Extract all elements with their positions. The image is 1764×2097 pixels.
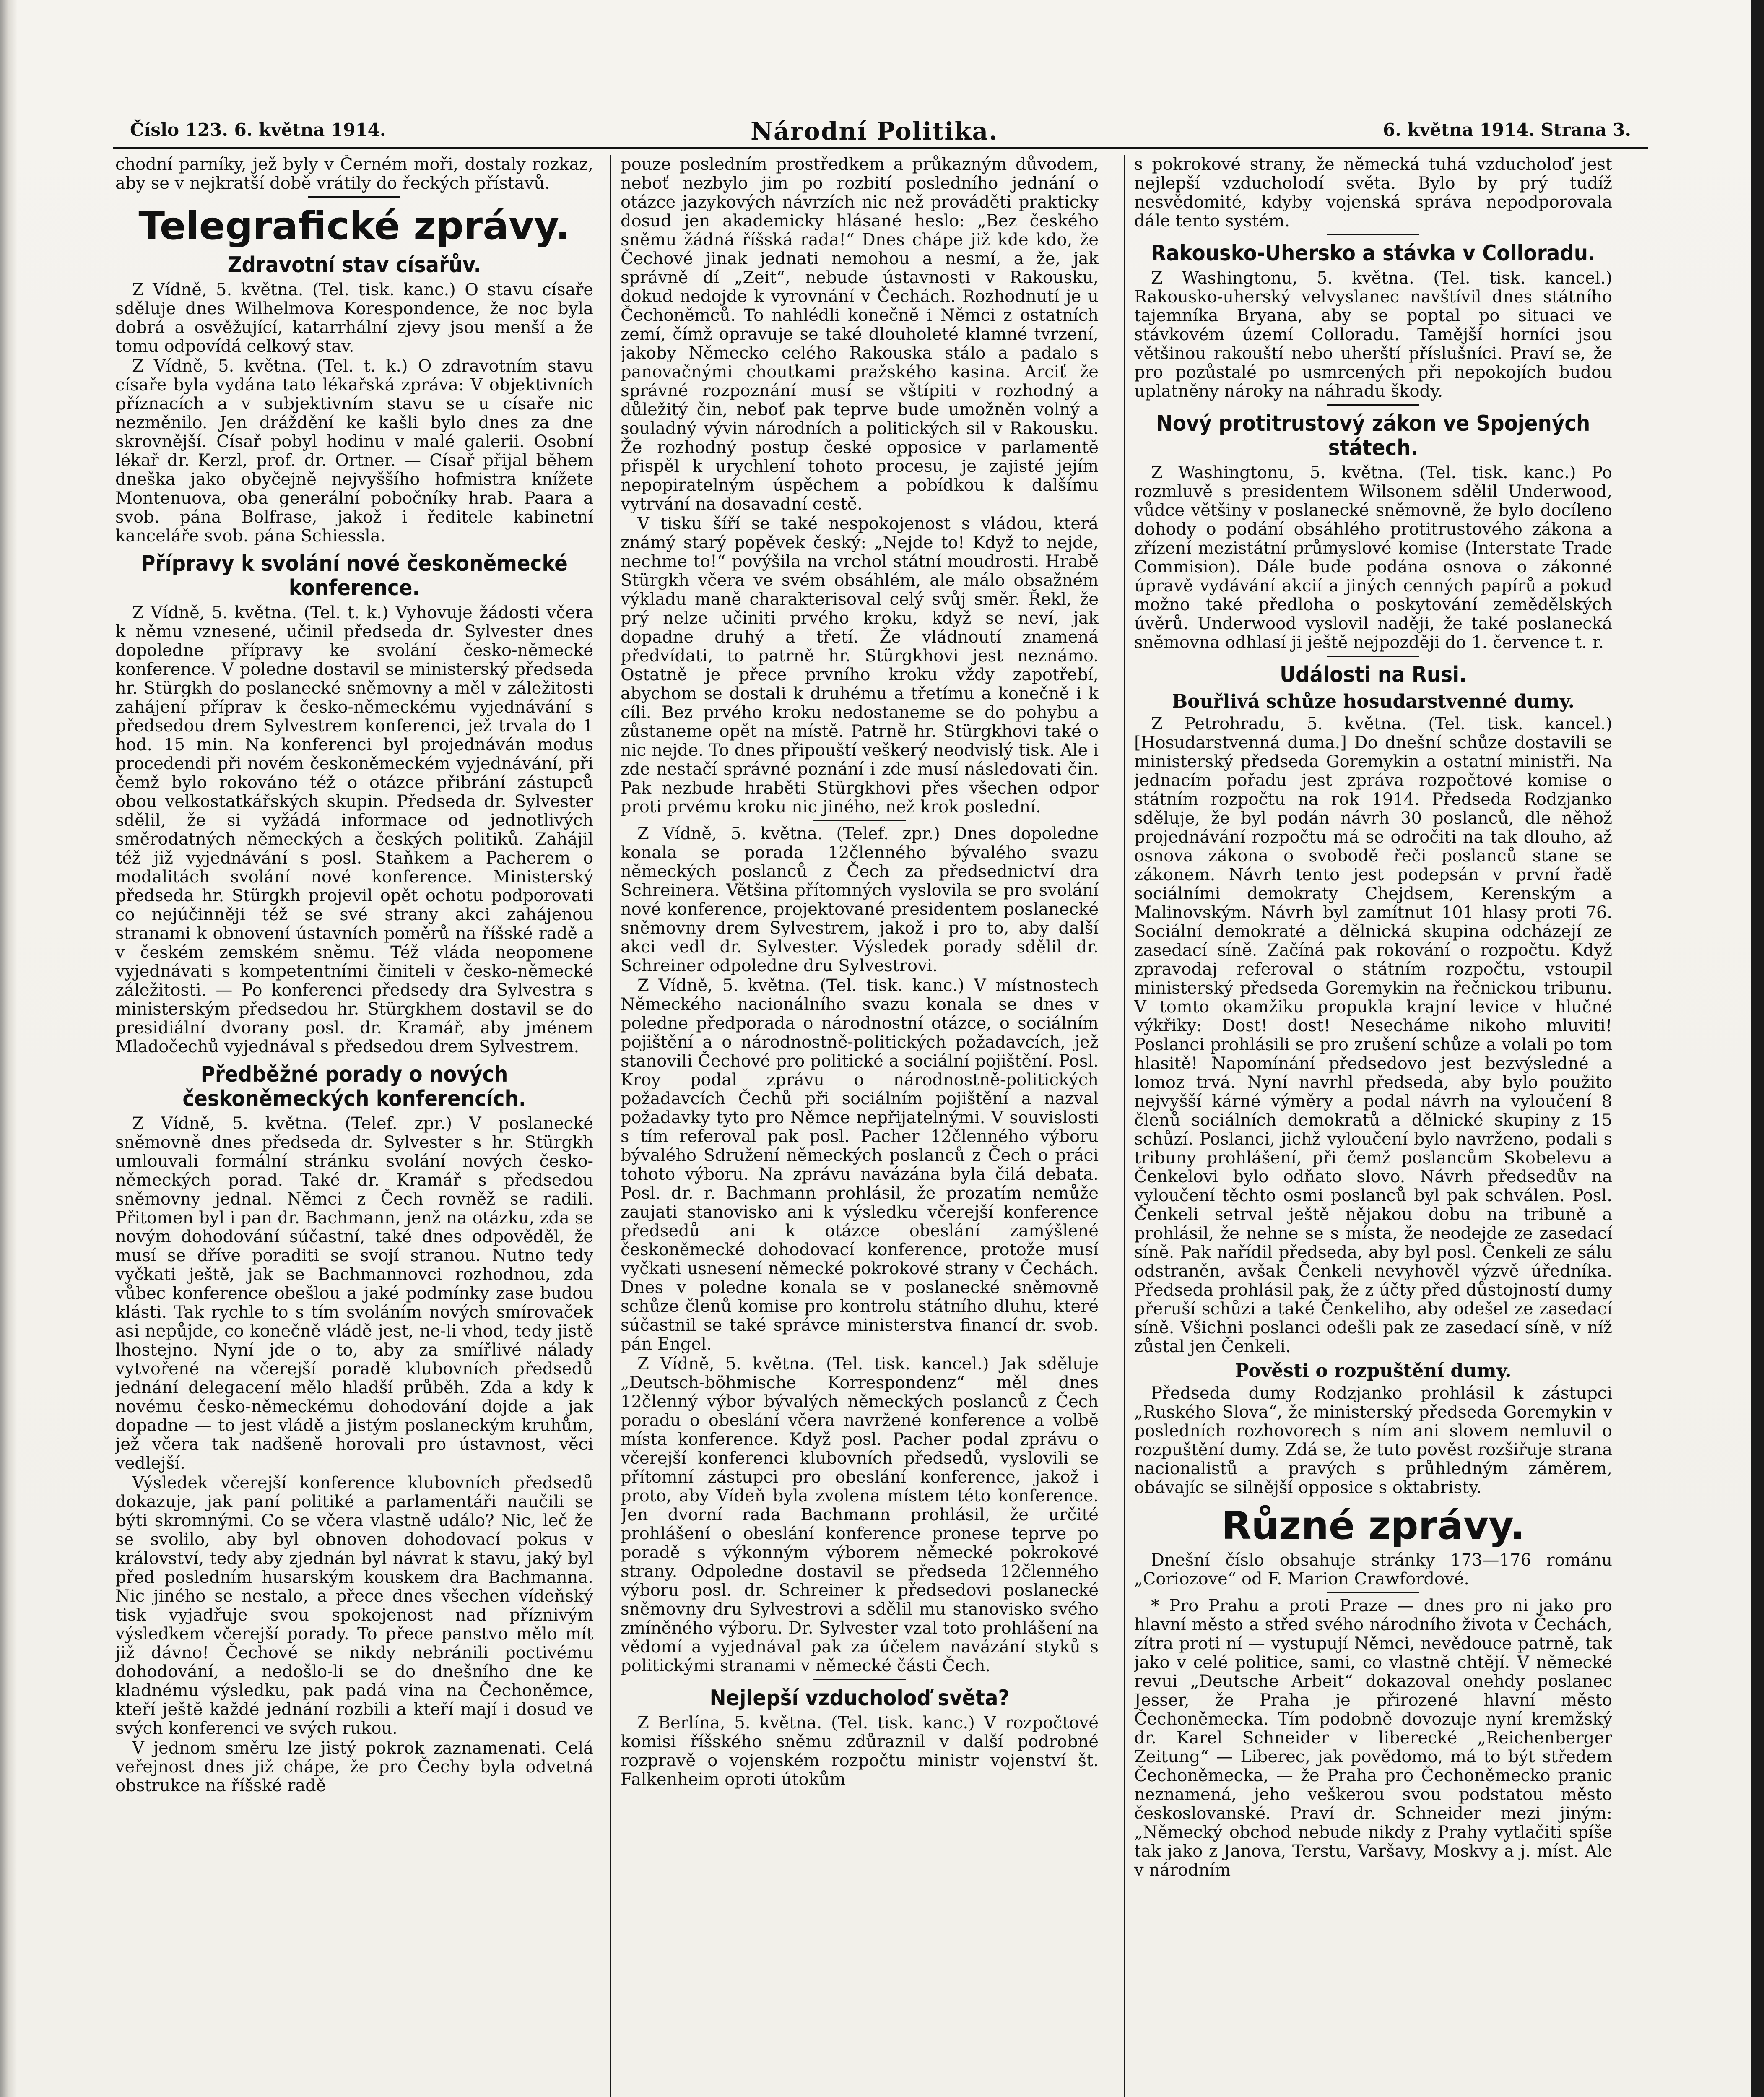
article-paragraph: Z Vídně, 5. května. (Telef. zpr.) Dnes dopoledne konala se porada 12členného bývalého svazu německých poslanců z Čech za předsednictví dra Schreinera. Většina přítomných vyslovila se pro svolání nové konference, projektované presidentem poslanecké sněmovny drem Sylvestrem, jakož i pro to, aby další akci vedl dr. Sylvester. Výsledek porady sdělil dr. Schreiner odpoledne dru Sylvestrovi. <box>621 824 1099 976</box>
article-paragraph: * Pro Prahu a proti Praze — dnes pro ni jako pro hlavní město a střed svého národního života v Čechách, zítra proti ní — vystupují Němci, nevědouce patrně, tak jako v celé politice, sami, co vlastně chtějí. V německé revui „Deutsche Arbeit“ dokazoval onehdy poslanec Jesser, že Praha je přirozené hlavní město Čechoněmecka. Tím podobně dovozuje nyní kremžský dr. Karel Schneider v liberecké „Reichenberger Zeitung“ — Liberec, jak povědomo, má to být středem Čechoněmecka, — že Praha pro Čechoněmecko pranic neznamená, jeho veškerou svou podstatou město českoslovanské. Praví dr. Schneider mezi jiným: „Německý obchod nebude nikdy z Prahy vytlačiti spíše tak jako z Janova, Terstu, Varšavy, Moskvy a j. míst. Ale v národním <box>1134 1596 1612 1880</box>
column-3 <box>1134 155 1612 2097</box>
headline-predbezne-porady: Předběžné porady o nových českoněmeckých konferencích. <box>182 1062 526 1111</box>
binding-shadow-left <box>0 0 17 2097</box>
article-paragraph: Z Petrohradu, 5. května. (Tel. tisk. kancel.) [Hosudarstvenná duma.] Do dnešní schůze dostavili se ministerský předseda Goremykin a ostatní ministři. Na jednacím pořadu jest zpráva rozpočtové komise o státním rozpočtu na rok 1914. Předseda Rodzjanko sděluje, že byl podán návrh 30 poslanců, dle něhož projednávání rozpočtu má se odročiti na tak dlouho, až osnova zákona o svobodě řeči poslanců stane se zákonem. Návrh tento jest podepsán v první řadě sociálními demokraty Chejdsem, Kerenským a Malinovským. Návrh byl zamítnut 101 hlasy proti 76. Sociální demokraté a dělnická skupina odcházejí ze zasedací síně. Začíná pak rokování o rozpočtu. Když zpravodaj referoval o státním rozpočtu, vstoupil ministerský předseda Goremykin na řečnickou tribunu. V tomto okamžiku propukla krajní levice v hlučné výkřiky: Dost! dost! Nesecháme nikoho mluviti! Poslanci prohlásili se pro zrušení schůze a volali po tom hlasitě! Napomínání předsedovo jest bezvýsledné a lomoz trvá. Nyní navrhl předseda, aby bylo použito nejvyšší kárné výměry a podal návrh na vyloučení 8 členů sociálních demokratů a dělnické skupiny z 15 schůzí. Poslanci, jichž vyloučení bylo navrženo, podali s tribuny prohlášení, při čemž poslancům Skobelevu a Čenkelovi bylo odňato slovo. Návrh předsedův na vyloučení těchto osmi poslanců byl pak schválen. Posl. Čenkeli setrval ještě nějakou dobu na tribuně a prohlásil, že nehne se s místa, že neodejde ze zasedací síně. Pak nařídil předseda, aby byl posl. Čenkeli ze sálu odstraněn, avšak Čenkeli nevyhověl výzvě úředníka. Předseda prohlásil pak, že z účty před důstojností dumy přeruší schůzi a také Čenkeliho, aby odešel ze zasedací síně. Všichni poslanci odešli pak ze zasedací síně, v níž zůstal jen Čenkeli. <box>1134 714 1612 1356</box>
section-heading-telegraficke: Telegrafické zprávy. <box>138 203 570 248</box>
header-rule <box>113 147 1648 149</box>
section-rule <box>308 196 400 198</box>
article-paragraph: Dnešní číslo obsahuje stránky 173—176 románu „Coriozove“ od F. Marion Crawfordové. <box>1134 1551 1612 1589</box>
issue-info: Číslo 123. 6. května 1914. <box>130 120 386 140</box>
headline-nejlepsi-vzducholod: Nejlepší vzducholoď světa? <box>709 1686 1010 1711</box>
article-paragraph: Z Vídně, 5. května. (Tel. t. k.) Vyhovuje žádosti včera k němu vznesené, učinil předseda dr. Sylvester dnes dopoledne přípravy ke svolání česko-německé konference. V poledne dostavil se ministerský předseda hr. Stürgkh do poslanecké sněmovny a měl v záležitosti zahájení příprav k česko-německému vyjednávání s předsedou drem Sylvestrem konferenci, jež trvala do 1 hod. 15 min. Na konferenci byl projednáván modus procedendi při novém českoněmeckém vyjednávání, při čemž bylo rokováno též o otázce přibrání zástupců obou velkostatkářských skupin. Předseda dr. Sylvester sdělil, že si vyžádá informace od jednotlivých směrodatných německých a českých politiků. Zahájil též již vyjednávání s posl. Staňkem a Pacherem o modalitách svolání nové konference. Ministerský předseda hr. Stürgkh projevil opět ochotu podporovati co nejúčinněji též se své strany akci zahájenou stranami k obnovení ústavních poměrů na říšské radě a v českém zemském sněmu. Též vláda neopomene vyjednávati s kompetentními činiteli v česko-německé záležitosti. — Po konferenci předsedy dra Sylvestra s ministerským předsedou hr. Stürgkhem dostavil se do presidiální dvorany posl. dr. Kramář, aby jménem Mladočechů vyjednával s předsedou drem Sylvestrem. <box>115 603 593 1056</box>
article-paragraph: Z Vídně, 5. května. (Tel. tisk. kanc.) O stavu císaře sděluje dnes Wilhelmova Korespondence, že noc byla dobrá a osvěžující, katarrhální zjevy jsou menší a že tomu odpovídá celkový stav. <box>115 280 593 356</box>
article-paragraph: V jednom směru lze jistý pokrok zaznamenati. Celá veřejnost dnes již chápe, že pro Čechy byla odvetná obstrukce na říšské radě <box>115 1738 593 1795</box>
article-paragraph: Z Vídně, 5. května. (Tel. t. k.) O zdravotním stavu císaře byla vydána tato lékařská zpráva: V objektivních příznacích a v subjektivním stavu se u císaře nic nezměnilo. Jen dráždění ke kašli bylo dnes za dne skrovnější. Císař pobyl hodinu v malé galerii. Osobní lékař dr. Kerzl, prof. dr. Ortner. — Císař přijal během dneška jako obyčejně nejvyššího hofmistra knížete Montenuova, oba generální pobočníky hrab. Paara a svob. pána Bolfrase, jakož i ředitele kabinetní kanceláře svob. pána Schiessla. <box>115 356 593 546</box>
section-heading-ruzne-zpravy: Různé zprávy. <box>1221 1503 1525 1548</box>
section-rule <box>1327 234 1419 235</box>
article-continuation: chodní parníky, jež byly v Černém moři, dostaly rozkaz, aby se v nejkratší době vrátily do řeckých přístavů. <box>115 155 593 193</box>
headline-rakousko-uhersko: Rakousko-Uhersko a stávka v Colloradu. <box>1151 241 1595 266</box>
page-header <box>130 117 1631 146</box>
column-2 <box>621 155 1099 2097</box>
section-rule <box>813 1679 906 1680</box>
headline-protitrustovy-zakon: Nový protitrustový zákon ve Spojených státech. <box>1156 411 1590 461</box>
article-paragraph: V tisku šíří se také nespokojenost s vládou, která známý starý popěvek český: „Nejde to! Když to nejde, nechme to!“ povýšila na vrchol státní moudrosti. Hrabě Stürgkh včera ve svém obsáhlém, ale málo obsažném výkladu maně charakterisoval celý svůj směr. Řekl, že prý nelze učiniti prvého kroku, když se neví, jak dopadne druhý a třetí. Že vládnoutí znamená předvídati, to patrně hr. Stürgkhovi jest neznámo. Ostatně je přece prvního kroku vždy zapotřebí, abychom se dostali k druhému a třetímu a konečně i k cíli. Bez prvého kroku nedostaneme se do pohybu a zůstaneme opět na místě. Patrně hr. Stürgkhovi také o nic nejde. To dnes připouští veškerý neodvislý tisk. Ale i zde nestačí správné poznání i zde musí následovati čin. Pak nezbude hraběti Stürgkhovi přes všechen odpor proti prvému kroku nic jiného, než krok poslední. <box>621 514 1099 817</box>
section-rule <box>813 820 906 821</box>
section-heading-udalosti-na-rusi: Události na Rusi. <box>1280 662 1467 687</box>
article-paragraph: Z Vídně, 5. května. (Tel. tisk. kanc.) V místnostech Německého nacionálního svazu konala se dnes v poledne předporada o národnostní otázce, o sociálním pojištění a o národnostně-politických požadavcích, jež stanovili Čechové pro politické a sociální pojištění. Posl. Kroy podal zprávu o národnostně-politických požadavcích Čechů při sociálním pojištění a nazval požadavky tyto pro Němce nepřijatelnými. V souvislosti s tím referoval pak posl. Pacher 12členného výboru bývalého Sdružení německých poslanců z Čech o práci tohoto výboru. Na zprávu navázána byla čilá debata. Posl. dr. r. Bachmann prohlásil, že prozatím nemůže zaujati stanovisko ani k výsledku včerejší konference předsedů ani k otázce obeslání zamýšlené českoněmecké dohodovací konference, protože musí vyčkati usnesení německé pokrokové strany v Čechách. Dnes v poledne konala se v poslanecké sněmovně schůze členů komise pro kontrolu státního dluhu, které súčastnil se také správce ministerstva financí dr. svob. pán Engel. <box>621 976 1099 1354</box>
column-divider <box>1124 155 1125 2097</box>
article-continuation: pouze posledním prostředkem a průkazným důvodem, neboť nezbylo jim po rozbití posledního jednání o otázce jazykových návrzích nic než prováděti prakticky dosud jen akademicky hlásané heslo: „Bez českého sněmu žádná říšská rada!“ Dnes chápe již kde kdo, že Čechové jinak jednati nemohou a nesmí, a že, jak správně dí „Zeit“, nebude ústavnosti v Rakousku, dokud nedojde k vyrovnání v Čechách. Rozhodnutí je u Čechoněmců. To nahlédli konečně i Němci z ostatních zemí, čímž opravuje se také dlouholeté klamné tvrzení, jakoby Německo celého Rakouska stálo a padalo s panovačnými choutkami pražského kasina. Arciť že správné rozpoznání musí se vštípiti v rozhodný a důležitý čin, neboť pak teprve bude umožněn volný a souladný vývin národních a politických sil v Rakousku. Že rozhodný postup české opposice v parlamentě přispěl k urychlení tohoto procesu, je zajisté jejím nepopiratelným úspěchem a pobídkou k dalšímu vytrvání na dosavadní cestě. <box>621 155 1099 514</box>
article-paragraph: Z Berlína, 5. května. (Tel. tisk. kanc.) V rozpočtové komisi říšského sněmu zdůraznil v další podrobné rozpravě o vojenském rozpočtu ministr vojenství št. Falkenheim oproti útokům <box>621 1713 1099 1789</box>
headline-bourliva-schuze: Bouřlivá schůze hosudarstvenné dumy. <box>1172 691 1575 712</box>
article-paragraph: Z Washingtonu, 5. května. (Tel. tisk. kanc.) Po rozmluvě s presidentem Wilsonem sdělil Underwood, vůdce většiny v poslanecké sněmovně, že bylo docíleno dohody o podání obsáhlého protitrustového zákona a zřízení mezistátní průmyslové komise (Interstate Trade Commision). Dále bude podána osnova o zákonné úpravě vydávání akcií a jiných cenných papírů a pokud možno také předloha o poskytování zemědělských úvěrů. Underwood vyslovil naději, že také poslanecká sněmovna odhlasí ji ještě nejpozději do 1. července t. r. <box>1134 463 1612 652</box>
binding-edge-right <box>1751 0 1764 2097</box>
section-rule <box>1327 404 1419 406</box>
newspaper-title: Národní Politika. <box>751 117 998 146</box>
section-rule <box>1327 1592 1419 1593</box>
column-divider <box>610 155 611 2097</box>
article-paragraph: Z Washingtonu, 5. května. (Tel. tisk. kancel.) Rakousko-uherský velvyslanec navštívil dnes státního tajemníka Bryana, aby se poptal po situaci ve stávkovém území Colloradu. Tamější horníci jsou většinou rakouští nebo uherští příslušníci. Praví se, že pro pozůstalé po usmrcených při nepokojích budou uplatněny nároky na náhradu škody. <box>1134 268 1612 401</box>
section-rule <box>1327 656 1419 657</box>
article-paragraph: Z Vídně, 5. května. (Tel. tisk. kancel.) Jak sděluje „Deutsch-böhmische Korrespondenz“ měl dnes 12členný výbor bývalých německých poslanců z Čech poradu o obeslání včera navržené konference a volbě místa konference. Když posl. Pacher podal zprávu o včerejší konferenci klubovních předsedů, vyslovili se přítomní zástupci pro obeslání konference, jakož i proto, aby Vídeň byla zvolena místem této konference. Jen dvorní rada Bachmann prohlásil, že určité prohlášení o obeslání konference pronese teprve po poradě s výkonným výborem německé pokrokové strany. Odpoledne dostavil se předseda 12členného výboru posl. dr. Schreiner k předsedovi poslanecké sněmovny dru Sylvestrovi a sdělil mu stanovisko svého zmíněného výboru. Dr. Sylvester vzal toto prohlášení na vědomí a vyjednával pak za účelem navázání styků s politickými stranami v německé části Čech. <box>621 1354 1099 1676</box>
headline-pripravy: Přípravy k svolání nové českoněmecké konference. <box>141 551 568 601</box>
article-paragraph: Výsledek včerejší konference klubovních předsedů dokazuje, jak paní politiké a parlamentáři naučili se býti skromnými. Co se včera vlastně událo? Nic, leč že se svolilo, aby byl obnoven dohodovací pokus v království, tedy aby zjednán byl návrat k stavu, jaký byl před posledním husarským kouskem dra Bachmanna. Nic jiného se nestalo, a přece dnes všechen vídeňský tisk vyjadřuje svou spokojenost nad příznivým výsledkem včerejší porady. To přece panstvo mělo mít již dávno! Čechové se nikdy nebránili poctivému dohodování, a nedošlo-li se do dnešního dne ke kladnému výsledku, pak padá vina na Čechoněmce, kteří ještě každé jednání rozbili a kteří mají i dosud ve svých konferenci ve svých rukou. <box>115 1473 593 1738</box>
page-number: 6. května 1914. Strana 3. <box>1383 120 1631 140</box>
article-continuation: s pokrokové strany, že německá tuhá vzducholoď jest nejlepší vzducholodí světa. Bylo by prý tudíž nesvědomité, kdyby vojenská správa nepodporovala dále tento systém. <box>1134 155 1612 231</box>
headline-zdravotni-stav: Zdravotní stav císařův. <box>227 252 481 278</box>
headline-povesti: Pověsti o rozpuštění dumy. <box>1235 1360 1512 1382</box>
article-paragraph: Z Vídně, 5. května. (Telef. zpr.) V poslanecké sněmovně dnes předseda dr. Sylvester s hr. Stürgkh umlouvali formální stránku svolání nových česko-německých porad. Také dr. Kramář s předsedou sněmovny jednal. Němci z Čech rovněž se radili. Přitomen byl i pan dr. Bachmann, jenž na otázku, zda se novým dohodování súčastní, také dnes odpověděl, že musí se dříve poraditi se svojí stranou. Nutno tedy vyčkati ještě, jak se Bachmannovci rozhodnou, zda vůbec konference obešlou a jaké podmínky zase budou klásti. Tak rychle to s tím svoláním nových smírovaček asi nepůjde, co konečně vládě jest, ne-li vhod, tedy jistě lhostejno. Nyní jde o to, aby za smířlivé nálady vytvořené na včerejší poradě klubovních předsedů jednání delegacení mělo hladší průběh. Zda a kdy k novému česko-německému dohodování dojde a jak dopadne — to jest vládě a jistým poslaneckým kruhům, jež včera tak nadšeně horovali pro ústavnost, věci vedlejší. <box>115 1114 593 1473</box>
article-paragraph: Předseda dumy Rodzjanko prohlásil k zástupci „Ruského Slova“, že ministerský předseda Goremykin v posledních rozhovorech s ním ani slovem nemluvil o rozpuštění dumy. Zdá se, že tuto pověst rozšiřuje strana nacionalistů a pravých s průhledným záměrem, obávajíc se silnější opposice s oktabristy. <box>1134 1384 1612 1497</box>
column-1 <box>115 155 593 2097</box>
